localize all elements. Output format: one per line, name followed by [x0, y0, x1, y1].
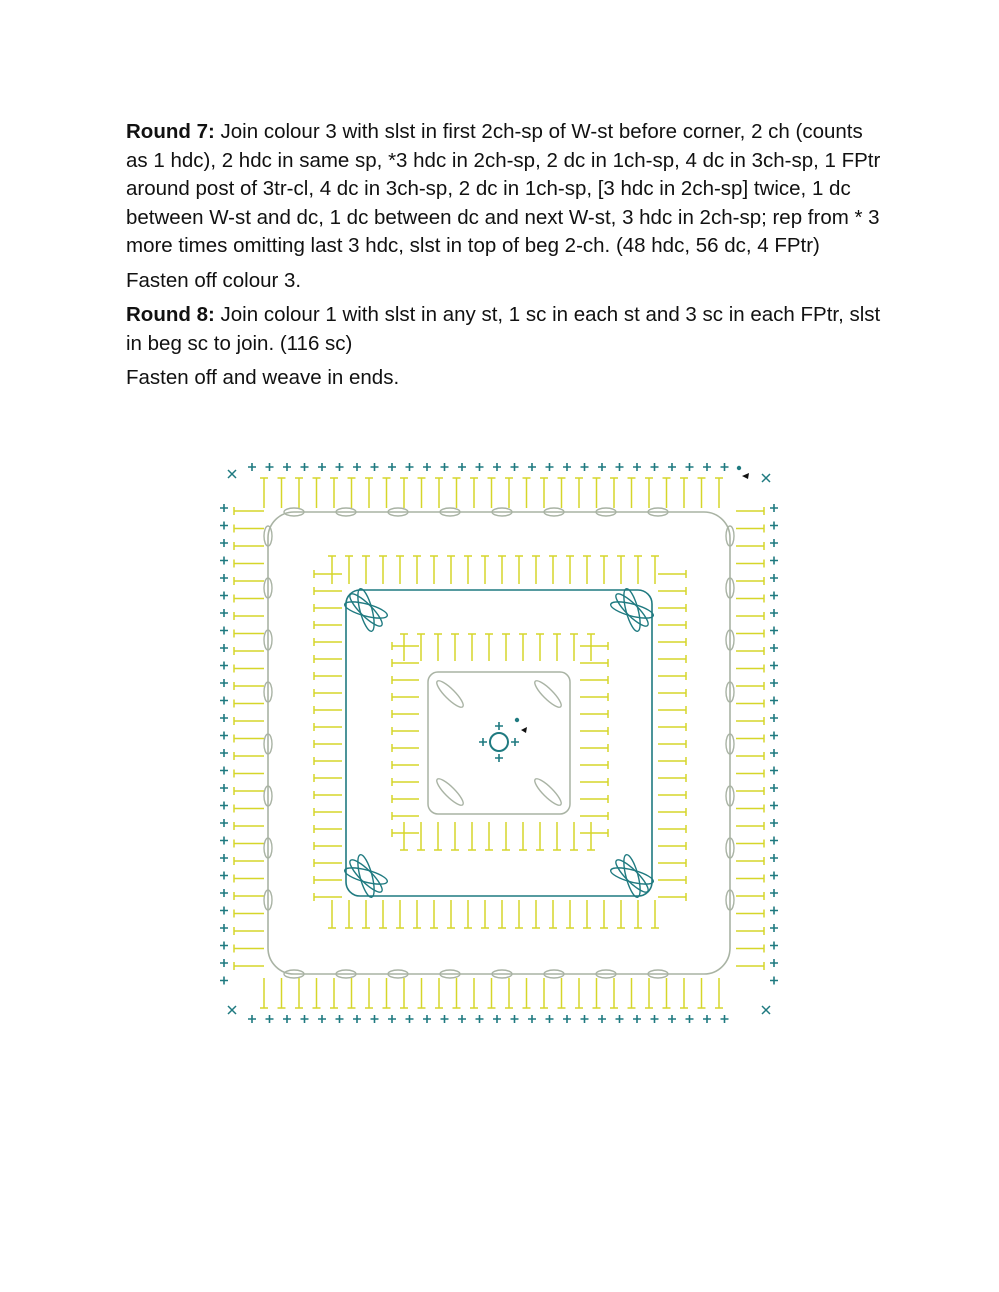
- sc-plus-icon: [770, 662, 778, 670]
- round-8-label: Round 8:: [126, 303, 215, 326]
- sc-plus-icon: [616, 463, 624, 471]
- sc-plus-icon: [423, 463, 431, 471]
- sc-plus-icon: [668, 463, 676, 471]
- sc-plus-icon: [220, 557, 228, 565]
- sc-plus-icon: [528, 463, 536, 471]
- sc-plus-icon: [721, 463, 729, 471]
- magic-ring-icon: [490, 733, 508, 751]
- tr-cluster-icon: [612, 590, 652, 630]
- sc-plus-icon: [495, 754, 503, 762]
- sc-plus-icon: [266, 463, 274, 471]
- sc-plus-icon: [220, 732, 228, 740]
- tr-cluster-icon: [434, 678, 467, 711]
- sc-plus-icon: [546, 463, 554, 471]
- sc-plus-icon: [686, 1015, 694, 1023]
- sc-plus-icon: [703, 463, 711, 471]
- sc-plus-icon: [770, 714, 778, 722]
- sc-plus-icon: [770, 802, 778, 810]
- sc-plus-icon: [220, 819, 228, 827]
- sc-plus-icon: [511, 1015, 519, 1023]
- sc-plus-icon: [220, 767, 228, 775]
- sc-plus-icon: [248, 1015, 256, 1023]
- sc-plus-icon: [581, 463, 589, 471]
- teal-round-outline: [346, 590, 652, 896]
- join-marker-icon: [521, 727, 527, 733]
- corner-x-icon: [228, 470, 236, 478]
- tr-cluster-icon: [346, 590, 386, 630]
- sc-plus-icon: [220, 924, 228, 932]
- sc-plus-icon: [336, 463, 344, 471]
- sc-plus-icon: [770, 644, 778, 652]
- corner-x-icon: [762, 1006, 770, 1014]
- slst-dot-icon: [515, 718, 519, 722]
- sc-plus-icon: [371, 463, 379, 471]
- sc-plus-icon: [598, 1015, 606, 1023]
- sc-plus-icon: [441, 463, 449, 471]
- sc-plus-icon: [770, 749, 778, 757]
- sc-plus-icon: [220, 644, 228, 652]
- crochet-chart-diagram: [214, 456, 784, 1028]
- sc-plus-icon: [528, 1015, 536, 1023]
- sc-plus-icon: [353, 1015, 361, 1023]
- sc-plus-icon: [301, 1015, 309, 1023]
- sc-plus-icon: [220, 679, 228, 687]
- sc-plus-icon: [770, 977, 778, 985]
- sc-plus-icon: [511, 463, 519, 471]
- sc-plus-icon: [770, 959, 778, 967]
- sc-plus-icon: [220, 872, 228, 880]
- sc-plus-icon: [476, 1015, 484, 1023]
- sc-plus-icon: [721, 1015, 729, 1023]
- sc-plus-icon: [770, 907, 778, 915]
- sc-plus-icon: [770, 609, 778, 617]
- sc-plus-icon: [633, 1015, 641, 1023]
- round-7-instructions: Join colour 3 with slst in first 2ch-sp of W-st before corner, 2 ch (counts as 1 hdc), 2 hdc in same sp, *3 hdc in 2ch-sp, 2 dc in 1ch-sp, 4 dc in 3ch-sp, 1 FPtr around post of 3tr-cl, 4 dc in 3ch-sp, 2 dc in 1ch-sp, [3 hdc in 2ch-sp] twice, 1 dc between W-st and dc, 1 dc between dc and next W-st, 3 hdc in 2ch-sp; rep from * 3 more times omitting last 3 hdc, slst in top of beg 2-ch. (48 hdc, 56 dc, 4 FPtr): [126, 120, 881, 257]
- round-7-paragraph: [126, 118, 886, 261]
- sc-plus-icon: [770, 837, 778, 845]
- sc-plus-icon: [770, 679, 778, 687]
- tr-cluster-icon: [612, 856, 652, 896]
- sc-plus-icon: [220, 522, 228, 530]
- sc-plus-icon: [770, 942, 778, 950]
- sc-plus-icon: [458, 463, 466, 471]
- round-7-label: Round 7:: [126, 120, 215, 143]
- sc-plus-icon: [770, 504, 778, 512]
- sc-plus-icon: [493, 463, 501, 471]
- sc-plus-icon: [220, 837, 228, 845]
- sc-plus-icon: [220, 714, 228, 722]
- sc-plus-icon: [220, 627, 228, 635]
- sc-plus-icon: [581, 1015, 589, 1023]
- sc-plus-icon: [511, 738, 519, 746]
- sc-plus-icon: [770, 784, 778, 792]
- sc-plus-icon: [770, 539, 778, 547]
- join-marker-icon: [742, 473, 749, 479]
- sc-plus-icon: [668, 1015, 676, 1023]
- round-8-paragraph: [126, 301, 886, 358]
- fasten-off-colour-3: Fasten off colour 3.: [126, 268, 302, 292]
- sc-plus-icon: [371, 1015, 379, 1023]
- tr-cluster-icon: [434, 776, 467, 809]
- sc-plus-icon: [686, 463, 694, 471]
- sc-plus-icon: [318, 1015, 326, 1023]
- sc-plus-icon: [441, 1015, 449, 1023]
- sc-plus-icon: [703, 1015, 711, 1023]
- sc-plus-icon: [770, 627, 778, 635]
- sc-plus-icon: [770, 732, 778, 740]
- corner-x-icon: [762, 474, 770, 482]
- sc-plus-icon: [220, 942, 228, 950]
- sc-plus-icon: [616, 1015, 624, 1023]
- sc-plus-icon: [220, 609, 228, 617]
- sc-plus-icon: [283, 463, 291, 471]
- sc-plus-icon: [770, 697, 778, 705]
- sc-plus-icon: [220, 539, 228, 547]
- sc-plus-icon: [770, 872, 778, 880]
- tr-cluster-icon: [532, 678, 565, 711]
- sc-plus-icon: [220, 802, 228, 810]
- sc-plus-icon: [770, 889, 778, 897]
- sc-plus-icon: [633, 463, 641, 471]
- sc-plus-icon: [479, 738, 487, 746]
- sc-plus-icon: [220, 574, 228, 582]
- pattern-text: [126, 118, 886, 399]
- sc-plus-icon: [563, 463, 571, 471]
- sc-plus-icon: [493, 1015, 501, 1023]
- sc-plus-icon: [770, 574, 778, 582]
- sc-plus-icon: [248, 463, 256, 471]
- sc-plus-icon: [220, 697, 228, 705]
- sc-plus-icon: [220, 592, 228, 600]
- sc-plus-icon: [770, 767, 778, 775]
- sc-plus-icon: [220, 784, 228, 792]
- tr-cluster-icon: [532, 776, 565, 809]
- sc-plus-icon: [283, 1015, 291, 1023]
- sc-plus-icon: [220, 889, 228, 897]
- sc-plus-icon: [301, 463, 309, 471]
- sc-plus-icon: [423, 1015, 431, 1023]
- slst-dot-icon: [737, 466, 741, 470]
- round-8-instructions: Join colour 1 with slst in any st, 1 sc in each st and 3 sc in each FPtr, slst in beg sc to join. (116 sc): [126, 303, 881, 355]
- grey-round-outline: [268, 512, 730, 974]
- sc-plus-icon: [651, 1015, 659, 1023]
- sc-plus-icon: [353, 463, 361, 471]
- sc-plus-icon: [220, 977, 228, 985]
- sc-plus-icon: [476, 463, 484, 471]
- sc-plus-icon: [770, 592, 778, 600]
- tr-cluster-icon: [346, 856, 386, 896]
- fasten-off-final: Fasten off and weave in ends.: [126, 366, 400, 389]
- sc-plus-icon: [598, 463, 606, 471]
- sc-plus-icon: [388, 1015, 396, 1023]
- sc-plus-icon: [770, 854, 778, 862]
- crochet-chart: [214, 456, 784, 1028]
- sc-plus-icon: [220, 854, 228, 862]
- sc-plus-icon: [220, 959, 228, 967]
- sc-plus-icon: [220, 504, 228, 512]
- sc-plus-icon: [220, 907, 228, 915]
- sc-plus-icon: [563, 1015, 571, 1023]
- sc-plus-icon: [336, 1015, 344, 1023]
- sc-plus-icon: [220, 662, 228, 670]
- corner-x-icon: [228, 1006, 236, 1014]
- sc-plus-icon: [318, 463, 326, 471]
- sc-plus-icon: [406, 1015, 414, 1023]
- sc-plus-icon: [651, 463, 659, 471]
- sc-plus-icon: [266, 1015, 274, 1023]
- sc-plus-icon: [546, 1015, 554, 1023]
- sc-plus-icon: [770, 924, 778, 932]
- sc-plus-icon: [406, 463, 414, 471]
- sc-plus-icon: [220, 749, 228, 757]
- sc-plus-icon: [458, 1015, 466, 1023]
- sc-plus-icon: [388, 463, 396, 471]
- sc-plus-icon: [770, 819, 778, 827]
- sc-plus-icon: [495, 722, 503, 730]
- sc-plus-icon: [770, 557, 778, 565]
- grey-inner-outline: [428, 672, 570, 814]
- sc-plus-icon: [770, 522, 778, 530]
